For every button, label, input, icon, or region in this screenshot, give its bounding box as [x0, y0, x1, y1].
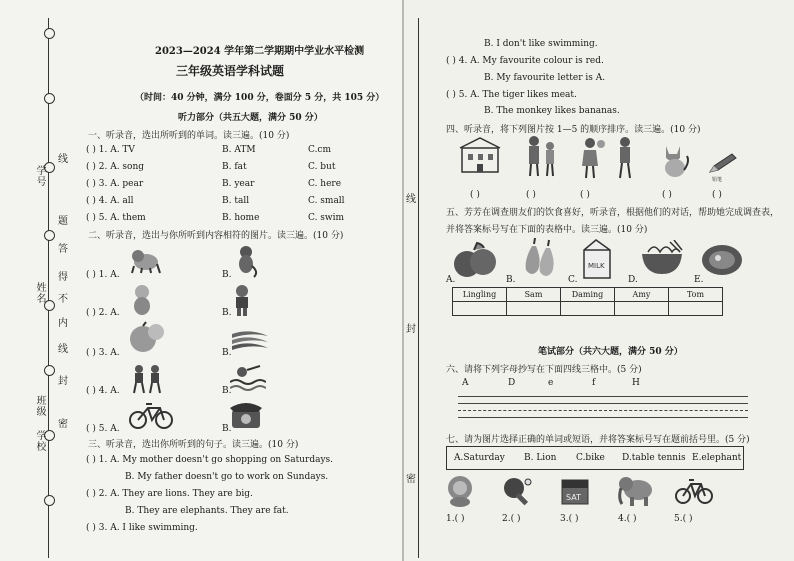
table-row: [453, 302, 723, 316]
children-icon: [130, 364, 164, 394]
bicycle-icon: [674, 476, 714, 506]
tiger-icon: [130, 246, 162, 274]
monkey-icon: [232, 244, 260, 278]
word-option: C.bike: [576, 453, 605, 463]
option-e-label: E.: [694, 275, 704, 285]
s1-q4-a: ( ) 4. A. all: [86, 196, 134, 206]
order-blank-3[interactable]: ( ): [580, 190, 590, 200]
table-header-cell: Lingling: [453, 288, 507, 302]
binding-hole: [44, 28, 55, 39]
letter: H: [632, 378, 640, 388]
s1-q1-c: C.cm: [308, 145, 332, 155]
binding-hole: [44, 230, 55, 241]
cat-icon: [660, 142, 690, 178]
answer-blank-5[interactable]: 5.( ): [674, 514, 693, 524]
section7-title: 七、请为图片选择正确的单词或短语，并将答案标号写在题前括号里。(5 分): [446, 435, 750, 445]
writing-line: [458, 410, 748, 411]
seal-char: 题: [58, 216, 68, 227]
s2-q1: ( ) 1. A.: [86, 270, 120, 280]
s3-line: B. They are elephants. They are fat.: [125, 506, 289, 516]
writing-line: [458, 396, 748, 397]
s1-q4-b: B. tall: [222, 196, 250, 206]
student-id-label: 学号: [34, 165, 45, 187]
order-blank-1[interactable]: ( ): [470, 190, 480, 200]
meat-icon: [700, 238, 744, 278]
s1-q4-c: C. small: [308, 196, 345, 206]
table-header-cell: Sam: [507, 288, 561, 302]
answer-cell[interactable]: [669, 302, 723, 316]
orange-icon: [128, 320, 166, 354]
milk-label: MILK: [588, 262, 605, 270]
letter: e: [548, 378, 554, 388]
noodles-icon: [640, 240, 684, 276]
answer-cell[interactable]: [453, 302, 507, 316]
lion-icon: [444, 474, 476, 508]
table-header-cell: Daming: [561, 288, 615, 302]
table-header-cell: Amy: [615, 288, 669, 302]
word-option: D.table tennis: [622, 453, 686, 463]
section1-title: 一、听录音，选出所听到的单词。读三遍。(10 分): [88, 131, 290, 141]
s2-q2: ( ) 2. A.: [86, 308, 120, 318]
written-header: 笔试部分（共六大题，满分 50 分）: [538, 347, 683, 357]
section6-title: 六、请将下列字母抄写在下面四线三格中。(5 分): [446, 365, 642, 375]
exam-title: 2023—2024 学年第二学期期中学业水平检测: [155, 46, 365, 57]
table-row: [453, 288, 723, 302]
girl-with-ball-icon: [578, 136, 606, 180]
option-b-label: B.: [506, 275, 516, 285]
s2-q4: ( ) 4. A.: [86, 386, 120, 396]
s2-q5: ( ) 5. A.: [86, 424, 120, 434]
seal-char: 封: [58, 376, 68, 387]
milk-carton-icon: [580, 238, 614, 280]
answer-blank-3[interactable]: 3.( ): [560, 514, 579, 524]
seal-char: 得: [58, 272, 68, 283]
exam-info: （时间：40 分钟，满分 100 分，卷面分 5 分，共 105 分）: [135, 93, 385, 103]
s1-q2-a: ( ) 2. A. song: [86, 162, 145, 172]
s3-line: B. My father doesn't go to work on Sundays.: [125, 472, 329, 482]
section2-title: 二、听录音，选出与你所听到内容相符的图片。读三遍。(10 分): [88, 231, 344, 241]
s2-q5-b: B.: [222, 424, 232, 434]
s3-line: ( ) 4. A. My favourite colour is red.: [446, 56, 604, 66]
baby-icon: [130, 284, 154, 316]
name-label: 姓名: [34, 282, 45, 304]
school-building-icon: [458, 136, 502, 176]
boy-icon: [232, 284, 252, 316]
seal-char: 答: [58, 244, 68, 255]
letter: f: [592, 378, 596, 388]
s2-q2-b: B.: [222, 308, 232, 318]
answer-blank-2[interactable]: 2.( ): [502, 514, 521, 524]
s3-line: B. I don't like swimming.: [484, 39, 598, 49]
writing-line: [458, 417, 748, 418]
word-option: B. Lion: [524, 453, 557, 463]
pencil-icon: [708, 152, 738, 176]
s1-q5-a: ( ) 5. A. them: [86, 213, 146, 223]
option-d-label: D.: [628, 275, 638, 285]
family-icon: [524, 134, 560, 178]
s3-line: ( ) 3. A. I like swimming.: [86, 523, 198, 533]
s2-q1-b: B.: [222, 270, 232, 280]
s3-line: B. My favourite letter is A.: [484, 73, 606, 83]
seal-char: 密: [406, 474, 416, 485]
answer-cell[interactable]: [561, 302, 615, 316]
order-blank-5[interactable]: ( ): [712, 190, 722, 200]
s1-q1-a: ( ) 1. A. TV: [86, 145, 135, 155]
s1-q5-b: B. home: [222, 213, 260, 223]
seal-char: 密: [58, 419, 68, 430]
s3-line: ( ) 2. A. They are lions. They are big.: [86, 489, 253, 499]
s2-q3-b: B.: [222, 348, 232, 358]
option-c-label: C.: [568, 275, 578, 285]
binding-hole: [44, 495, 55, 506]
swimming-icon: [230, 362, 266, 392]
s1-q5-c: C. swim: [308, 213, 345, 223]
section5-title-cont: 并将答案标号写在下面的表格中。读三遍。(10 分): [446, 225, 648, 235]
section5-title: 五、芳芳在调查朋友们的饮食喜好，听录音，根据他们的对话，帮助她完成调查表，: [446, 208, 780, 218]
s1-q1-b: B. ATM: [222, 145, 256, 155]
s3-line: ( ) 5. A. The tiger likes meat.: [446, 90, 577, 100]
section4-title: 四、听录音，将下列图片按 1—5 的顺序排序。读三遍。(10 分): [446, 125, 701, 135]
letter: D: [508, 378, 516, 388]
order-blank-4[interactable]: ( ): [662, 190, 672, 200]
word-option: E.elephant: [692, 453, 742, 463]
apple-icon: [452, 240, 498, 280]
s1-q3-a: ( ) 3. A. pear: [86, 179, 144, 189]
answer-blank-4[interactable]: 4.( ): [618, 514, 637, 524]
s3-line: B. The monkey likes bananas.: [484, 106, 620, 116]
section3-title: 三、听录音，选出你所听到的句子。读三遍。(10 分): [88, 440, 299, 450]
class-label: 班级: [34, 395, 45, 417]
option-a-label: A.: [446, 275, 456, 285]
seal-char: 不: [58, 294, 68, 305]
answer-blank-1[interactable]: 1.( ): [446, 514, 465, 524]
exam-subtitle: 三年级英语学科试题: [176, 64, 285, 78]
telephone-icon: [228, 398, 264, 430]
binding-hole: [44, 365, 55, 376]
bike-icon: [128, 398, 174, 430]
pencil-label: 铅笔: [712, 177, 723, 183]
survey-table: [452, 287, 723, 316]
s1-q3-b: B. year: [222, 179, 255, 189]
right-binding-line: [418, 18, 419, 558]
s3-line: ( ) 1. A. My mother doesn't go shopping on Saturdays.: [86, 455, 334, 465]
s2-q4-b: B.: [222, 386, 232, 396]
listening-header: 听力部分（共五大题，满分 50 分）: [178, 113, 323, 123]
boy-standing-icon: [614, 136, 636, 180]
order-blank-2[interactable]: ( ): [526, 190, 536, 200]
binding-hole: [44, 93, 55, 104]
seal-char: 线: [58, 154, 68, 165]
s1-q2-c: C. but: [308, 162, 336, 172]
s2-q3: ( ) 3. A.: [86, 348, 120, 358]
seal-char: 封: [406, 324, 416, 335]
school-label: 学校: [34, 430, 45, 452]
word-option: A.Saturday: [454, 453, 505, 463]
seal-char: 内: [58, 318, 68, 329]
calendar-icon: [560, 474, 590, 506]
banana-icon: [230, 326, 270, 354]
elephant-icon: [616, 472, 654, 508]
calendar-label: SAT: [566, 493, 581, 502]
letter: A: [462, 378, 469, 388]
answer-cell[interactable]: [507, 302, 561, 316]
table-tennis-icon: [502, 476, 534, 508]
seal-char: 线: [406, 194, 416, 205]
answer-cell[interactable]: [615, 302, 669, 316]
seal-char: 线: [58, 344, 68, 355]
s1-q2-b: B. fat: [222, 162, 247, 172]
writing-line: [458, 403, 748, 404]
s1-q3-c: C. here: [308, 179, 342, 189]
pear-icon: [518, 236, 560, 280]
binding-margin: [0, 0, 75, 561]
table-header-cell: Tom: [669, 288, 723, 302]
